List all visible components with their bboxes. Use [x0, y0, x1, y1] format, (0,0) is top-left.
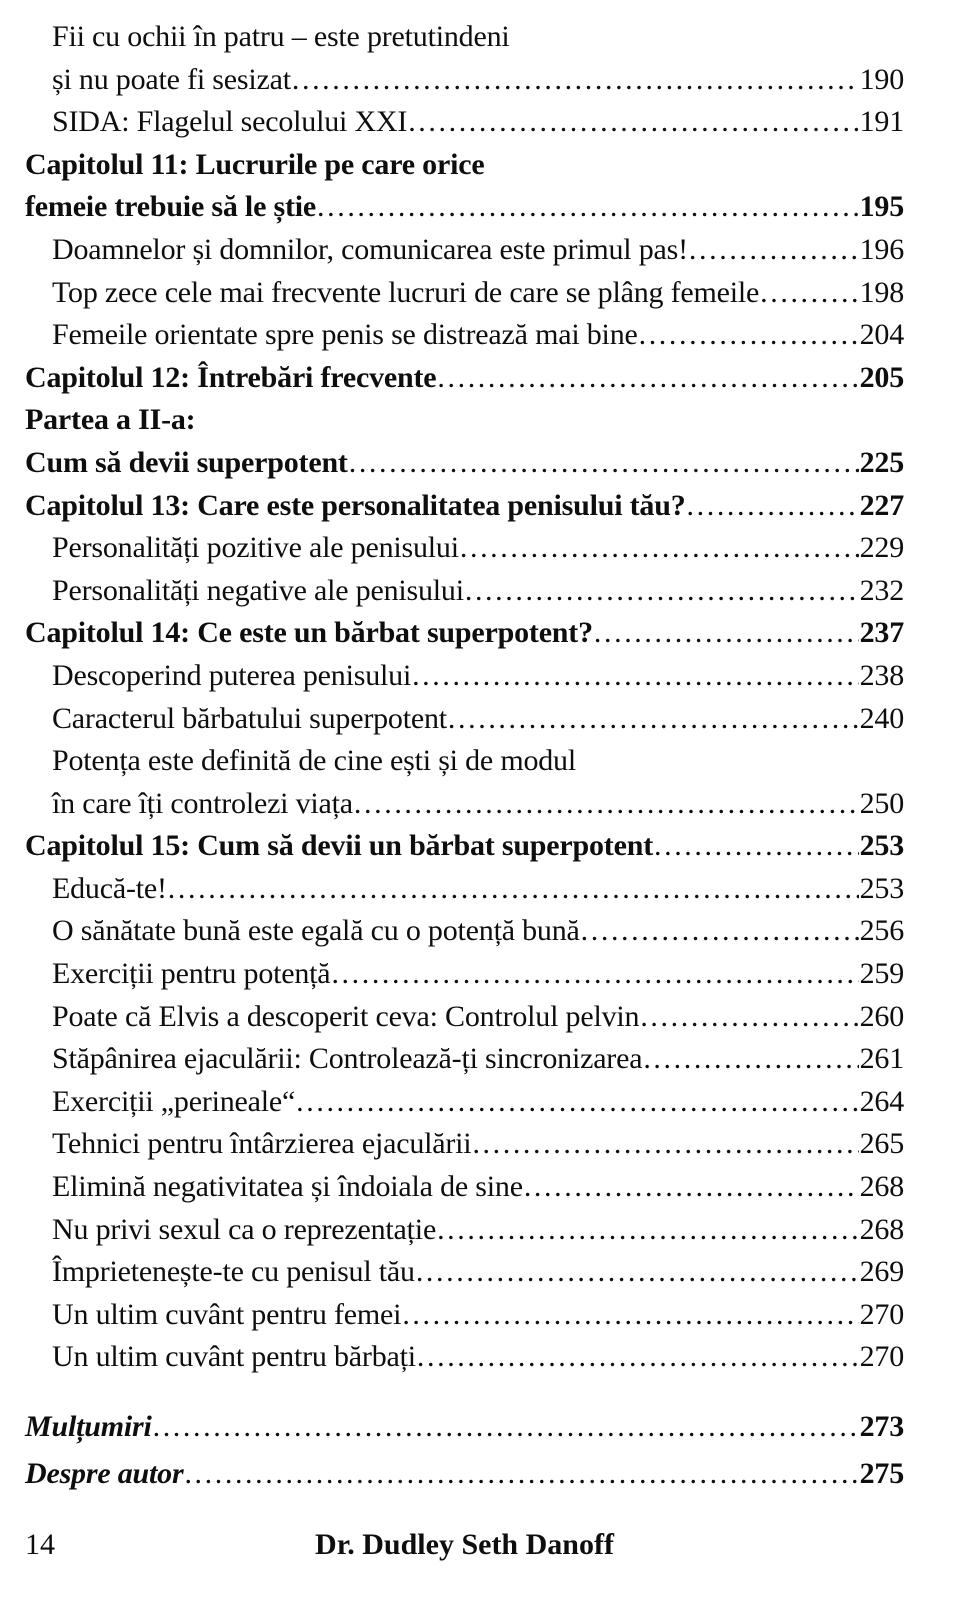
- dot-leader: [654, 825, 859, 868]
- toc-entry: [25, 527, 904, 570]
- toc-entry-title: Personalități negative ale penisului: [52, 573, 464, 607]
- toc-entry-title: Educă-te!: [52, 871, 167, 905]
- toc-entry-title: Potența este definită de cine ești și de modul: [52, 744, 576, 778]
- toc-entry: [25, 1123, 904, 1166]
- toc-entry: [25, 16, 904, 59]
- dot-leader: [296, 1081, 858, 1124]
- toc-entry-page: 256: [859, 914, 904, 948]
- toc-entry-title: Capitolul 11: Lucrurile pe care orice: [25, 147, 485, 181]
- toc-entry: [25, 1251, 904, 1294]
- toc-entry-page: 261: [859, 1042, 904, 1076]
- toc-entry-page: 232: [859, 573, 904, 607]
- toc-entry: [25, 953, 904, 996]
- toc-entry-title: Exerciții pentru potență: [52, 957, 331, 991]
- toc-entry: [25, 698, 904, 741]
- toc-entry-title: Nu privi sexul ca o reprezentație: [52, 1212, 437, 1246]
- toc-entry-title: Împrietenește-te cu penisul tău: [52, 1255, 415, 1289]
- toc-entry: [25, 868, 904, 911]
- toc-entry-page: 225: [859, 445, 904, 479]
- toc-entry-page: 270: [859, 1297, 904, 1331]
- toc-entry: [25, 399, 904, 442]
- dot-leader: [184, 1450, 858, 1497]
- toc-entry-title: Elimină negativitatea și îndoiala de sine: [52, 1170, 523, 1204]
- toc-entry-page: 205: [859, 360, 904, 394]
- toc-entry: [25, 357, 904, 400]
- dot-leader: [317, 186, 859, 229]
- running-header: Dr. Dudley Seth Danoff: [315, 1528, 614, 1561]
- dot-leader: [687, 485, 859, 528]
- toc-entry-title: Femeile orientate spre penis se distrează mai bine: [52, 318, 638, 352]
- toc-entry-title: Top zece cele mai frecvente lucruri de care se plâng femeile: [52, 275, 760, 309]
- toc-entry-page: 191: [859, 105, 904, 139]
- toc-entry: [25, 1166, 904, 1209]
- toc-entry-title: Caracterul bărbatului superpotent: [52, 701, 447, 735]
- toc-entry: [25, 1209, 904, 1252]
- toc-entry: [25, 1336, 904, 1379]
- toc-entry: [25, 314, 904, 357]
- toc-entry-title: Un ultim cuvânt pentru bărbați: [52, 1340, 416, 1374]
- toc-entry-page: 195: [859, 190, 904, 224]
- toc-entry-title: Doamnelor și domnilor, comunicarea este primul pas!: [52, 232, 688, 266]
- dot-leader: [402, 1294, 858, 1337]
- dot-leader: [408, 101, 858, 144]
- toc-entry-title: Mulțumiri: [25, 1410, 152, 1443]
- dot-leader: [331, 953, 858, 996]
- toc-entry-page: 265: [859, 1127, 904, 1161]
- toc-entry: [25, 612, 904, 655]
- toc-entry-page: 250: [859, 786, 904, 820]
- toc-entry-page: 268: [859, 1170, 904, 1204]
- toc-entry-page: 260: [859, 999, 904, 1033]
- toc-entry: [25, 1294, 904, 1337]
- toc-entry-title: și nu poate fi sesizat: [52, 62, 291, 96]
- toc-entry-title: SIDA: Flagelul secolului XXI: [52, 105, 408, 139]
- toc-entry: [25, 570, 904, 613]
- toc-entry: [25, 144, 904, 187]
- dot-leader: [437, 357, 858, 400]
- toc-entry-title: Cum să devii superpotent: [25, 445, 348, 479]
- dot-leader: [292, 59, 859, 102]
- toc-entry-title: Capitolul 15: Cum să devii un bărbat superpotent: [25, 829, 653, 863]
- dot-leader: [640, 996, 858, 1039]
- toc-entry: [25, 655, 904, 698]
- toc-entry: [25, 272, 904, 315]
- dot-leader: [689, 229, 859, 272]
- toc-entry-page: 270: [859, 1340, 904, 1374]
- toc-entry-title: Tehnici pentru întârzierea ejaculării: [52, 1127, 472, 1161]
- dot-leader: [639, 314, 859, 357]
- toc-entry: [25, 229, 904, 272]
- toc-entry-page: 253: [859, 871, 904, 905]
- toc-entry: [25, 783, 904, 826]
- dot-leader: [153, 1403, 859, 1450]
- toc-entry-page: 229: [859, 531, 904, 565]
- toc-entry-title: Capitolul 13: Care este personalitatea penisului tău?: [25, 488, 686, 522]
- dot-leader: [594, 612, 859, 655]
- toc-entry-page: 275: [859, 1457, 904, 1490]
- toc-entry-page: 190: [859, 62, 904, 96]
- toc-entry-title: Fii cu ochii în patru – este pretutindeni: [52, 20, 510, 53]
- page-footer: [25, 1523, 904, 1567]
- toc-entry-title: O sănătate bună este egală cu o potență bună: [52, 914, 580, 948]
- dot-leader: [416, 1251, 859, 1294]
- toc-entry: [25, 996, 904, 1039]
- dot-leader: [524, 1166, 859, 1209]
- toc-entry: [25, 1403, 904, 1450]
- toc-entry: [25, 186, 904, 229]
- toc-entry-page: 264: [859, 1084, 904, 1118]
- toc-entry-page: 269: [859, 1255, 904, 1289]
- toc-entry-title: Capitolul 12: Întrebări frecvente: [25, 360, 437, 394]
- toc-entry-page: 196: [859, 232, 904, 266]
- dot-leader: [460, 527, 859, 570]
- dot-leader: [643, 1038, 858, 1081]
- dot-leader: [448, 698, 859, 741]
- toc-entry-title: Partea a II-a:: [25, 403, 196, 437]
- toc-entry: [25, 1038, 904, 1081]
- dot-leader: [168, 868, 859, 911]
- toc-entry-page: 268: [859, 1212, 904, 1246]
- toc-entry-title: în care îți controlezi viața: [52, 786, 353, 820]
- dot-leader: [354, 783, 859, 826]
- dot-leader: [349, 442, 859, 485]
- toc-entry-page: 204: [859, 318, 904, 352]
- toc-entry-page: 227: [859, 488, 904, 522]
- toc-entry-page: 253: [859, 829, 904, 863]
- toc-entry: [25, 442, 904, 485]
- toc-entry-page: 240: [859, 701, 904, 735]
- toc-entry-page: 198: [859, 275, 904, 309]
- dot-leader: [581, 910, 859, 953]
- toc-entry-title: Un ultim cuvânt pentru femei: [52, 1297, 402, 1331]
- toc-entry: [25, 485, 904, 528]
- toc-entry-page: 238: [859, 658, 904, 692]
- dot-leader: [760, 272, 858, 315]
- toc-entry: [25, 910, 904, 953]
- dot-leader: [465, 570, 859, 613]
- dot-leader: [472, 1123, 858, 1166]
- toc-entry-title: femeie trebuie să le știe: [25, 190, 317, 224]
- toc-entry-page: 273: [859, 1410, 904, 1443]
- dot-leader: [412, 655, 859, 698]
- toc-entry-title: Poate că Elvis a descoperit ceva: Controlul pelvin: [52, 999, 640, 1033]
- toc-entry: [25, 1450, 904, 1497]
- toc-entry: [25, 825, 904, 868]
- toc-entry: [25, 1081, 904, 1124]
- toc-entry: [25, 59, 904, 102]
- toc-entry: [25, 740, 904, 783]
- toc-entry-title: Stăpânirea ejaculării: Controlează-ți sincronizarea: [52, 1042, 643, 1076]
- toc-entry-title: Descoperind puterea penisului: [52, 658, 412, 692]
- toc-entry-title: Exerciții „perineale“: [52, 1084, 296, 1118]
- dot-leader: [417, 1336, 859, 1379]
- toc-entry-page: 259: [859, 957, 904, 991]
- table-of-contents: [25, 16, 904, 1497]
- toc-entry-title: Capitolul 14: Ce este un bărbat superpotent?: [25, 616, 593, 650]
- dot-leader: [437, 1209, 859, 1252]
- toc-entry: [25, 101, 904, 144]
- toc-entry-title: Despre autor: [25, 1457, 184, 1490]
- toc-entry-title: Personalități pozitive ale penisului: [52, 531, 459, 565]
- footer-page-number: 14: [25, 1528, 55, 1561]
- toc-entry-page: 237: [859, 616, 904, 650]
